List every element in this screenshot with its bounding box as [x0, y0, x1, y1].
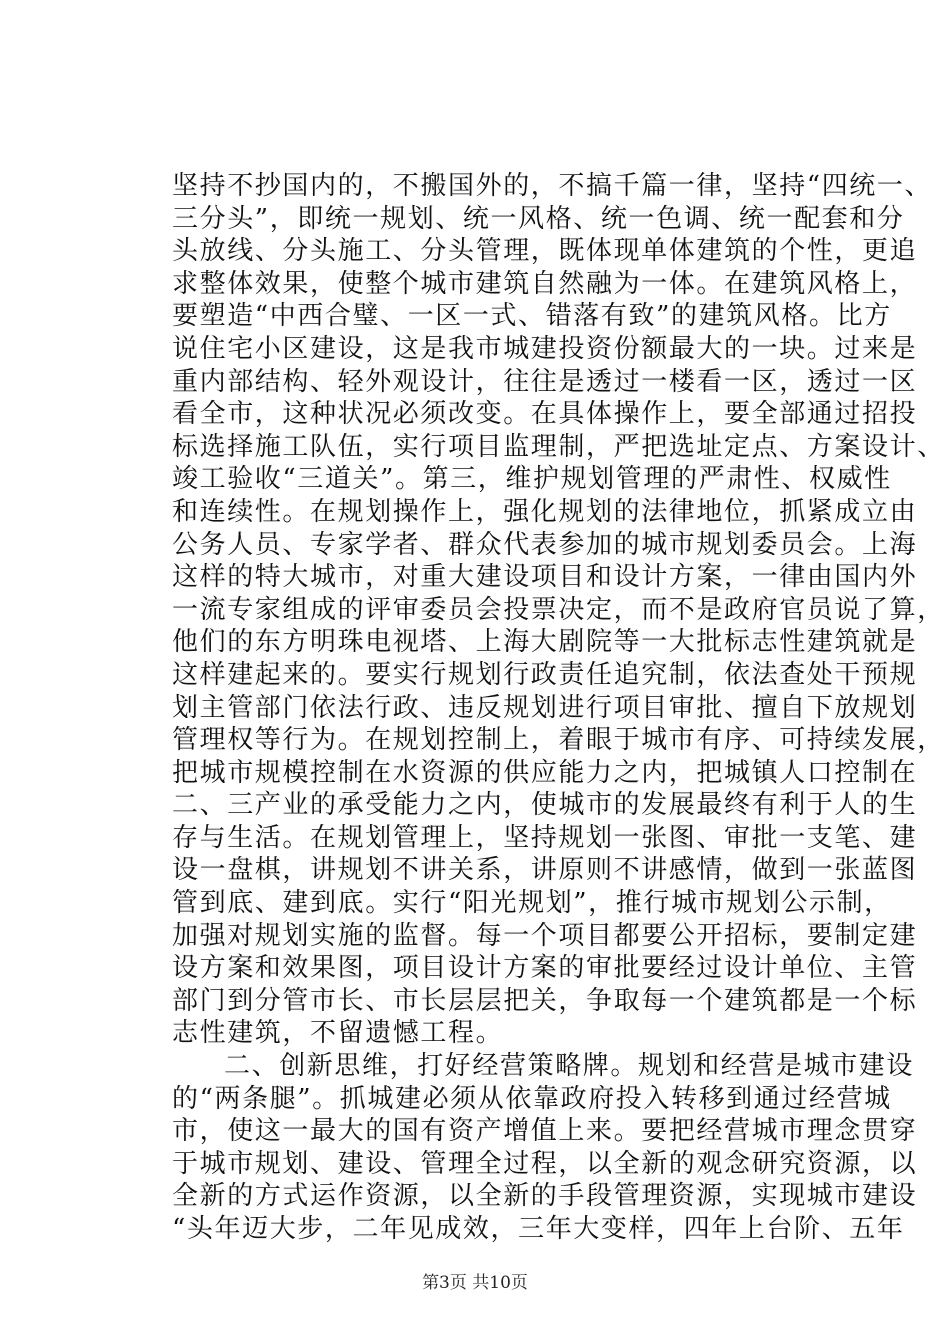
text-line: 存与生活。在规划管理上，坚持规划一张图、审批一支笔、建	[172, 822, 918, 853]
text-line: 管理权等行为。在规划控制上，着眼于城市有序、可持续发展，	[172, 725, 945, 756]
text-line: 市，使这一最大的国有资产增值上来。要把经营城市理念贯穿	[172, 1116, 918, 1147]
text-line: 加强对规划实施的监督。每一个项目都要公开招标，要制定建	[172, 920, 918, 951]
text-line: 这样建起来的。要实行规划行政责任追究制，依法查处干预规	[172, 659, 918, 690]
text-line: 要塑造“中西合璧、一区一式、错落有致”的建筑风格。比方	[172, 301, 892, 332]
text-line: 求整体效果，使整个城市建筑自然融为一体。在建筑风格上，	[172, 268, 918, 299]
text-line: 竣工验收“三道关”。第三，维护规划管理的严肃性、权威性	[172, 464, 892, 495]
paragraph-start-line: 二、创新思维，打好经营策略牌。规划和经营是城市建设	[224, 1051, 915, 1082]
text-line: 公务人员、专家学者、群众代表参加的城市规划委员会。上海	[172, 529, 918, 560]
text-line: 部门到分管市长、市长层层把关，争取每一个建筑都是一个标	[172, 985, 918, 1016]
text-line: 和连续性。在规划操作上，强化规划的法律地位，抓紧成立由	[172, 496, 918, 527]
text-line: 把城市规模控制在水资源的供应能力之内，把城镇人口控制在	[172, 757, 918, 788]
text-line: 设方案和效果图，项目设计方案的审批要经过设计单位、主管	[172, 953, 918, 984]
text-line: 划主管部门依法行政、违反规划进行项目审批、擅自下放规划	[172, 692, 918, 723]
text-line: 一流专家组成的评审委员会投票决定，而不是政府官员说了算，	[172, 594, 945, 625]
text-line: 这样的特大城市，对重大建设项目和设计方案，一律由国内外	[172, 562, 918, 593]
text-line: 他们的东方明珠电视塔、上海大剧院等一大批标志性建筑就是	[172, 627, 918, 658]
text-line: 管到底、建到底。实行“阳光规划”，推行城市规划公示制，	[172, 888, 892, 919]
text-line: 的“两条腿”。抓城建必须从依靠政府投入转移到通过经营城	[172, 1083, 892, 1114]
text-line: 三分头”，即统一规划、统一风格、统一色调、统一配套和分	[172, 203, 905, 234]
text-line: “头年迈大步，二年见成效，三年大变样，四年上台阶、五年	[172, 1214, 905, 1244]
text-line: 全新的方式运作资源，以全新的手段管理资源，实现城市建设	[172, 1181, 918, 1212]
text-line: 二、三产业的承受能力之内，使城市的发展最终有利于人的生	[172, 790, 918, 821]
document-body	[172, 170, 945, 1246]
page-number-footer: 第3页 共10页	[422, 1273, 528, 1293]
text-line: 志性建筑，不留遗憾工程。	[172, 1018, 504, 1049]
text-line: 坚持不抄国内的，不搬国外的，不搞千篇一律，坚持“四统一、	[172, 171, 933, 201]
text-line: 设一盘棋，讲规划不讲关系，讲原则不讲感情，做到一张蓝图	[172, 855, 918, 886]
text-line: 于城市规划、建设、管理全过程，以全新的观念研究资源，以	[172, 1148, 918, 1179]
text-line: 看全市，这种状况必须改变。在具体操作上，要全部通过招投	[172, 399, 918, 430]
text-line: 重内部结构、轻外观设计，往往是透过一楼看一区，透过一区	[172, 366, 918, 397]
text-line: 说住宅小区建设，这是我市城建投资份额最大的一块。过来是	[172, 333, 918, 364]
text-line: 头放线、分头施工、分头管理，既体现单体建筑的个性，更追	[172, 236, 918, 267]
text-line: 标选择施工队伍，实行项目监理制，严把选址定点、方案设计、	[172, 431, 945, 462]
